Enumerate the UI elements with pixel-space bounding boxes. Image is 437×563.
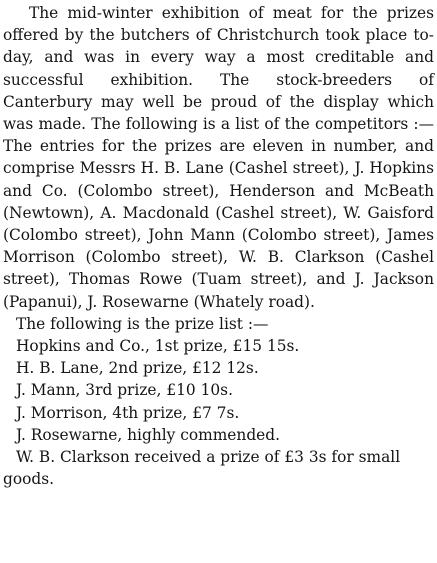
prize-item: Hopkins and Co., 1st prize, £15 15s. (16, 337, 300, 356)
prize-item: J. Morrison, 4th prize, £7 7s. (16, 403, 240, 422)
prize-item: J. Mann, 3rd prize, £10 10s. (16, 381, 233, 400)
prize-item: W. B. Clarkson received a prize of £3 3s for small goods. (3, 448, 401, 489)
prize-list-intro: The following is the prize list :— (16, 314, 269, 333)
prize-list (3, 335, 434, 490)
article-paragraph: The mid-winter exhibition of meat for the prizes offered by the butchers of Christchurch took place to-day, and was in every way a most creditable and successful exhibition. The stock-breeders of Canterbury may well be proud of the display which was made. The following is a list of the competitors :—The entries for the prizes are eleven in number, and comprise Messrs H. B. Lane (Cashel street), J. Hopkins and Co. (Colombo street), Henderson and McBeath (Newtown), A. Macdonald (Cashel street), W. Gaisford (Colombo street), John Mann (Colombo street), James Morrison (Colombo street), W. B. Clarkson (Cashel street), Thomas Rowe (Tuam street), and J. Jackson (Papanui), J. Rosewarne (Whately road). (3, 4, 434, 311)
prize-item: J. Rosewarne, highly commended. (16, 425, 281, 444)
newspaper-article (3, 2, 434, 490)
prize-item: H. B. Lane, 2nd prize, £12 12s. (16, 359, 259, 378)
